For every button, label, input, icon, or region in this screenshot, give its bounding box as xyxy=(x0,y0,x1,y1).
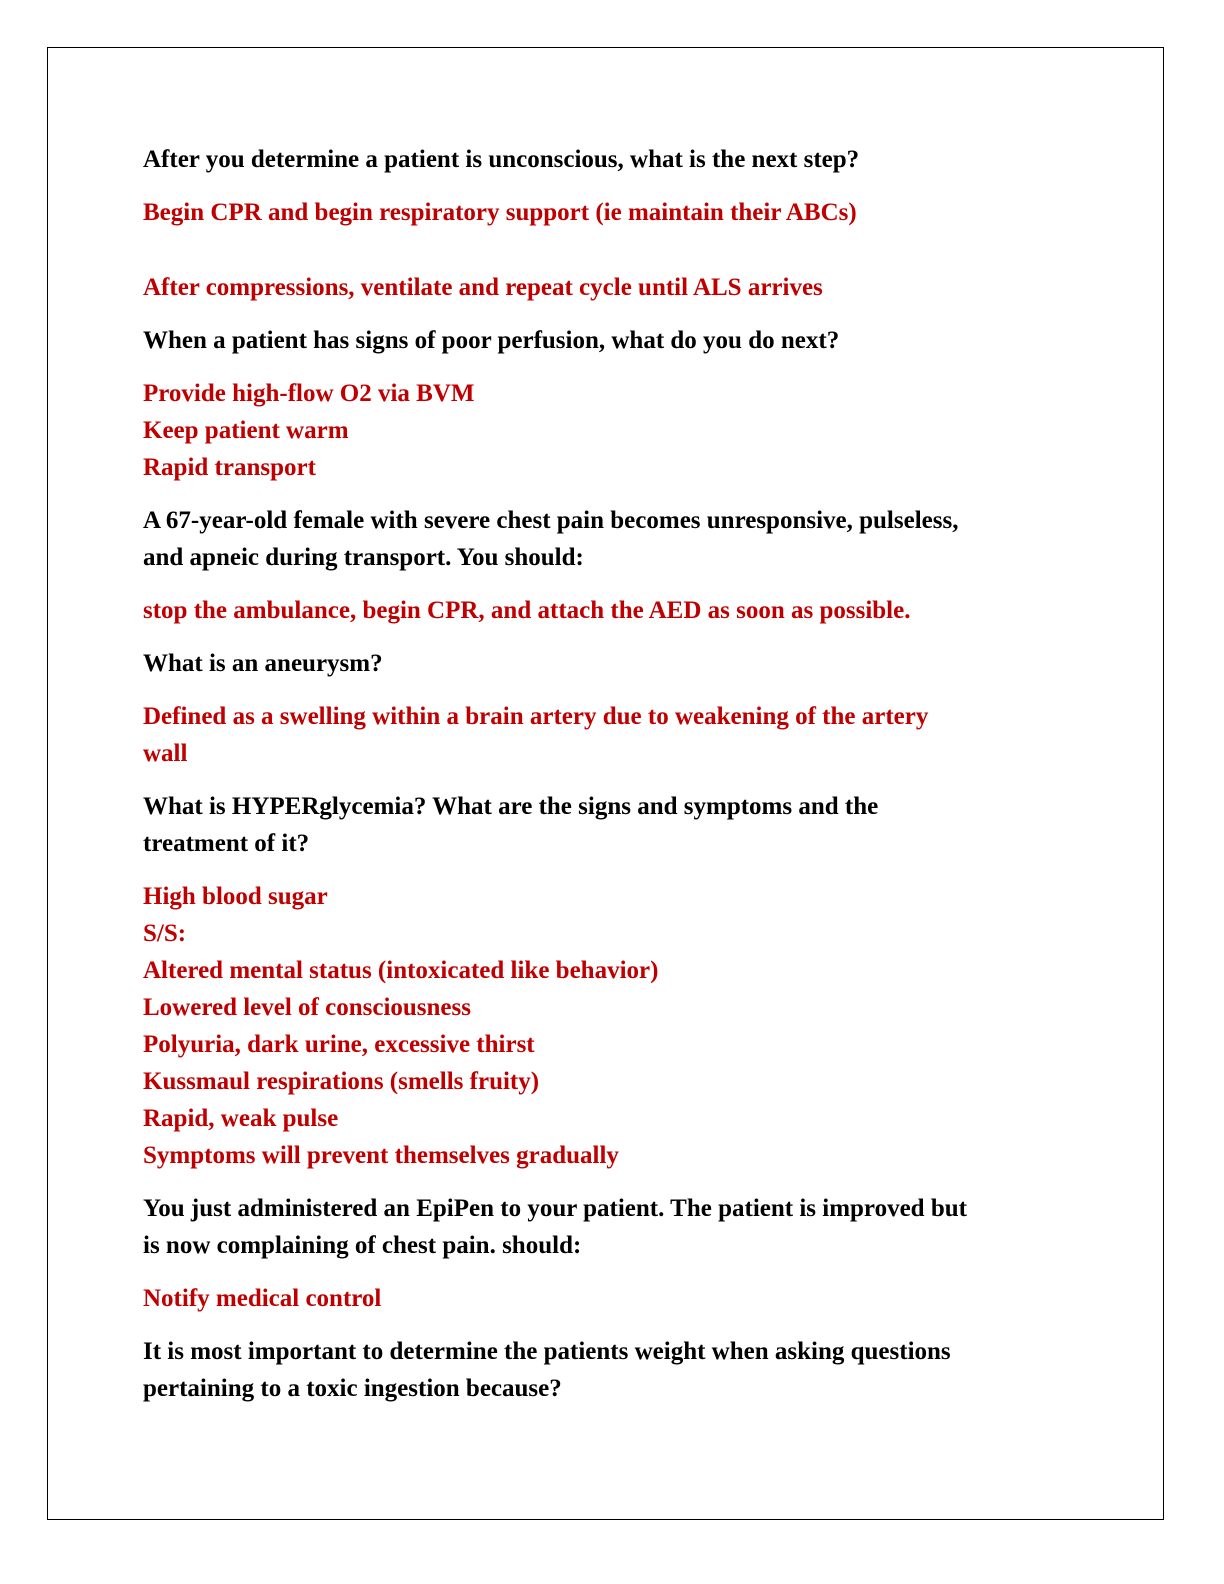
answer-block xyxy=(143,1280,1073,1317)
question-block xyxy=(143,1190,1073,1264)
question-line: and apneic during transport. You should: xyxy=(143,544,584,571)
answer-line: Provide high-flow O2 via BVM xyxy=(143,380,475,407)
question-block xyxy=(143,788,1073,862)
answer-block xyxy=(143,269,1073,306)
answer-line: After compressions, ventilate and repeat cycle until ALS arrives xyxy=(143,274,823,301)
answer-block xyxy=(143,698,1073,772)
question-line: treatment of it? xyxy=(143,830,310,857)
question-line: It is most important to determine the patients weight when asking questions xyxy=(143,1338,951,1365)
answer-line: Keep patient warm xyxy=(143,417,349,444)
question-line: You just administered an EpiPen to your patient. The patient is improved but xyxy=(143,1195,967,1222)
answer-line: Symptoms will prevent themselves gradually xyxy=(143,1142,619,1169)
answer-line: Lowered level of consciousness xyxy=(143,994,471,1021)
answer-line: S/S: xyxy=(143,920,187,947)
answer-line: Rapid, weak pulse xyxy=(143,1105,339,1132)
answer-line: Rapid transport xyxy=(143,454,316,481)
answer-line: Begin CPR and begin respiratory support (ie maintain their ABCs) xyxy=(143,199,857,226)
question-line: A 67-year-old female with severe chest pain becomes unresponsive, pulseless, xyxy=(143,507,959,534)
question-block xyxy=(143,322,1073,359)
answer-line: Notify medical control xyxy=(143,1285,382,1312)
question-block xyxy=(143,645,1073,682)
question-block xyxy=(143,502,1073,576)
question-block xyxy=(143,1333,1073,1407)
answer-block xyxy=(143,592,1073,629)
answer-line: Defined as a swelling within a brain artery due to weakening of the artery xyxy=(143,703,929,730)
answer-line: Altered mental status (intoxicated like behavior) xyxy=(143,957,659,984)
document-body xyxy=(143,141,1073,1407)
question-line: pertaining to a toxic ingestion because? xyxy=(143,1375,562,1402)
answer-line: stop the ambulance, begin CPR, and attach the AED as soon as possible. xyxy=(143,597,911,624)
answer-line: Kussmaul respirations (smells fruity) xyxy=(143,1068,540,1095)
answer-block xyxy=(143,375,1073,486)
answer-block xyxy=(143,878,1073,1174)
answer-line: Polyuria, dark urine, excessive thirst xyxy=(143,1031,535,1058)
question-line: After you determine a patient is unconscious, what is the next step? xyxy=(143,146,860,173)
question-line: What is an aneurysm? xyxy=(143,650,383,677)
answer-line: wall xyxy=(143,740,188,767)
question-line: What is HYPERglycemia? What are the signs and symptoms and the xyxy=(143,793,879,820)
question-line: is now complaining of chest pain. should: xyxy=(143,1232,582,1259)
question-line: When a patient has signs of poor perfusion, what do you do next? xyxy=(143,327,840,354)
question-block xyxy=(143,141,1073,178)
answer-line: High blood sugar xyxy=(143,883,328,910)
answer-block xyxy=(143,194,1073,231)
